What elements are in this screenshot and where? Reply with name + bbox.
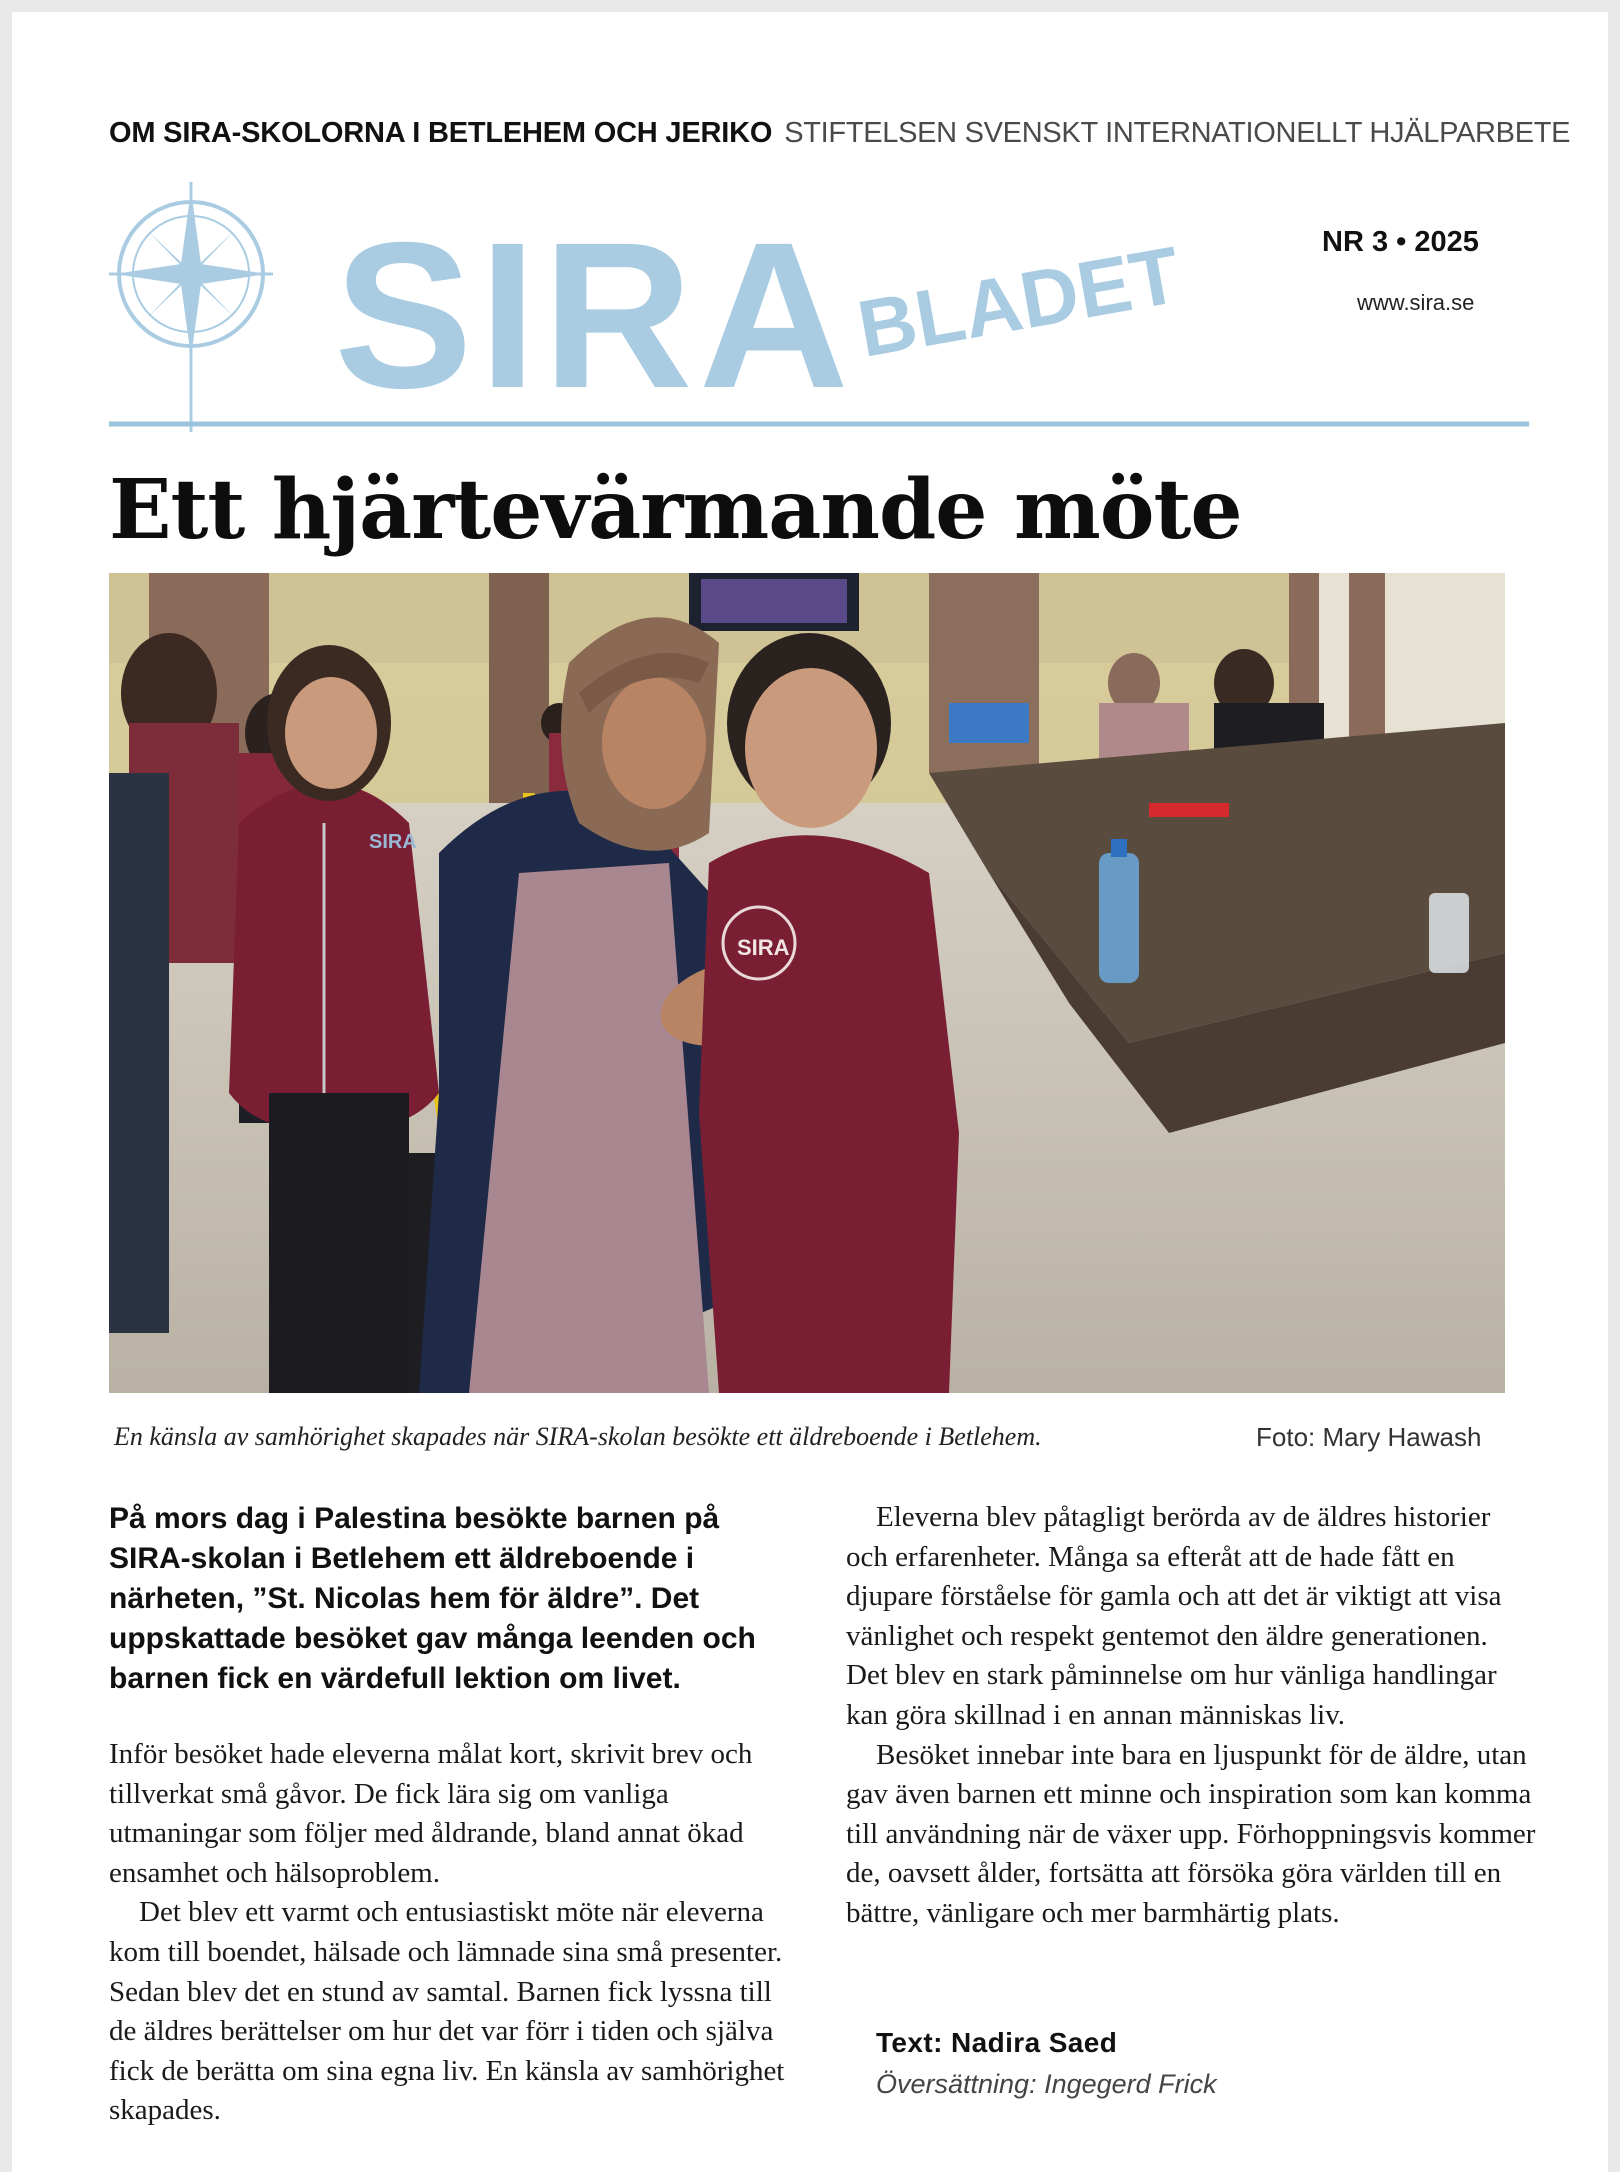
issue-number: NR 3 • 2025: [1322, 226, 1479, 258]
article-photo: [109, 573, 1505, 1393]
article-column-right: [846, 1498, 1536, 1934]
header-organization: STIFTELSEN SVENSKT INTERNATIONELLT HJÄLPARBETE: [784, 117, 1571, 149]
header-strip: [109, 117, 1571, 157]
article-byline: Text: Nadira Saed: [876, 2027, 1118, 2058]
paragraph-2: Det blev ett varmt och entusiastiskt möte när eleverna kom till boendet, hälsade och lämnade sina små presenter. Sedan blev det en stund av samtal. Barnen fick lyssna till de äldres berättelser om hur det var förr i tiden och själva fick de berätta om sina egna liv. En känsla av samhörighet skapades.: [109, 1896, 785, 2127]
water-bottle: [1099, 853, 1139, 983]
girl-hoodie-logo: SIRA: [369, 831, 417, 853]
article-lead: På mors dag i Palestina besökte barnen på SIRA-skolan i Betlehem ett äldreboende i närheten, ”St. Nicolas hem för äldre”. Det uppskattade besöket gav många leenden och barnen fick en värdefull lektion om livet.: [109, 1502, 756, 1695]
article-column-left: [109, 1735, 799, 2131]
article-headline: Ett hjärtevärmande möte: [109, 462, 1242, 558]
logo-sira-text: SIRA: [334, 200, 855, 432]
newsletter-page: [12, 12, 1608, 2172]
paragraph-4: Besöket innebar inte bara en ljuspunkt för de äldre, utan gav även barnen ett minne och inspiration som kan komma till användning när de växer upp. Förhoppningsvis kommer de, oavsett ålder, fortsätta att försöka göra världen till en bättre, vänligare och mer barmhärtig plats.: [846, 1738, 1536, 1929]
compass-rose-icon: [109, 182, 273, 432]
photo-credit: Foto: Mary Hawash: [1256, 1422, 1482, 1452]
paragraph-3: Eleverna blev påtagligt berörda av de äldres historier och erfarenheter. Många sa efteråt att de hade fått en djupare förståelse för gamla och att det är viktigt att visa vänlighet och respekt gentemot den äldre generationen. Det blev en stark påminnelse om hur vänliga handlingar kan göra skillnad i en annan människas liv.: [846, 1501, 1502, 1731]
photo-caption: En känsla av samhörighet skapades när SIRA-skolan besökte ett äldreboende i Betlehem.: [114, 1422, 1042, 1451]
boy-hoodie-logo: SIRA: [737, 935, 790, 960]
logo-bladet-text: BLADET: [851, 229, 1187, 374]
website-link[interactable]: www.sira.se: [1357, 290, 1475, 315]
masthead-logo: [109, 182, 1529, 442]
paragraph-1: Inför besöket hade eleverna målat kort, skrivit brev och tillverkat små gåvor. De fick lära sig om vanliga utmaningar som följer med åldrande, bland annat ökad ensamhet och hälsoproblem.: [109, 1738, 753, 1889]
header-section: OM SIRA-SKOLORNA I BETLEHEM OCH JERIKO: [109, 117, 773, 149]
article-translator: Översättning: Ingegerd Frick: [876, 2069, 1217, 2099]
